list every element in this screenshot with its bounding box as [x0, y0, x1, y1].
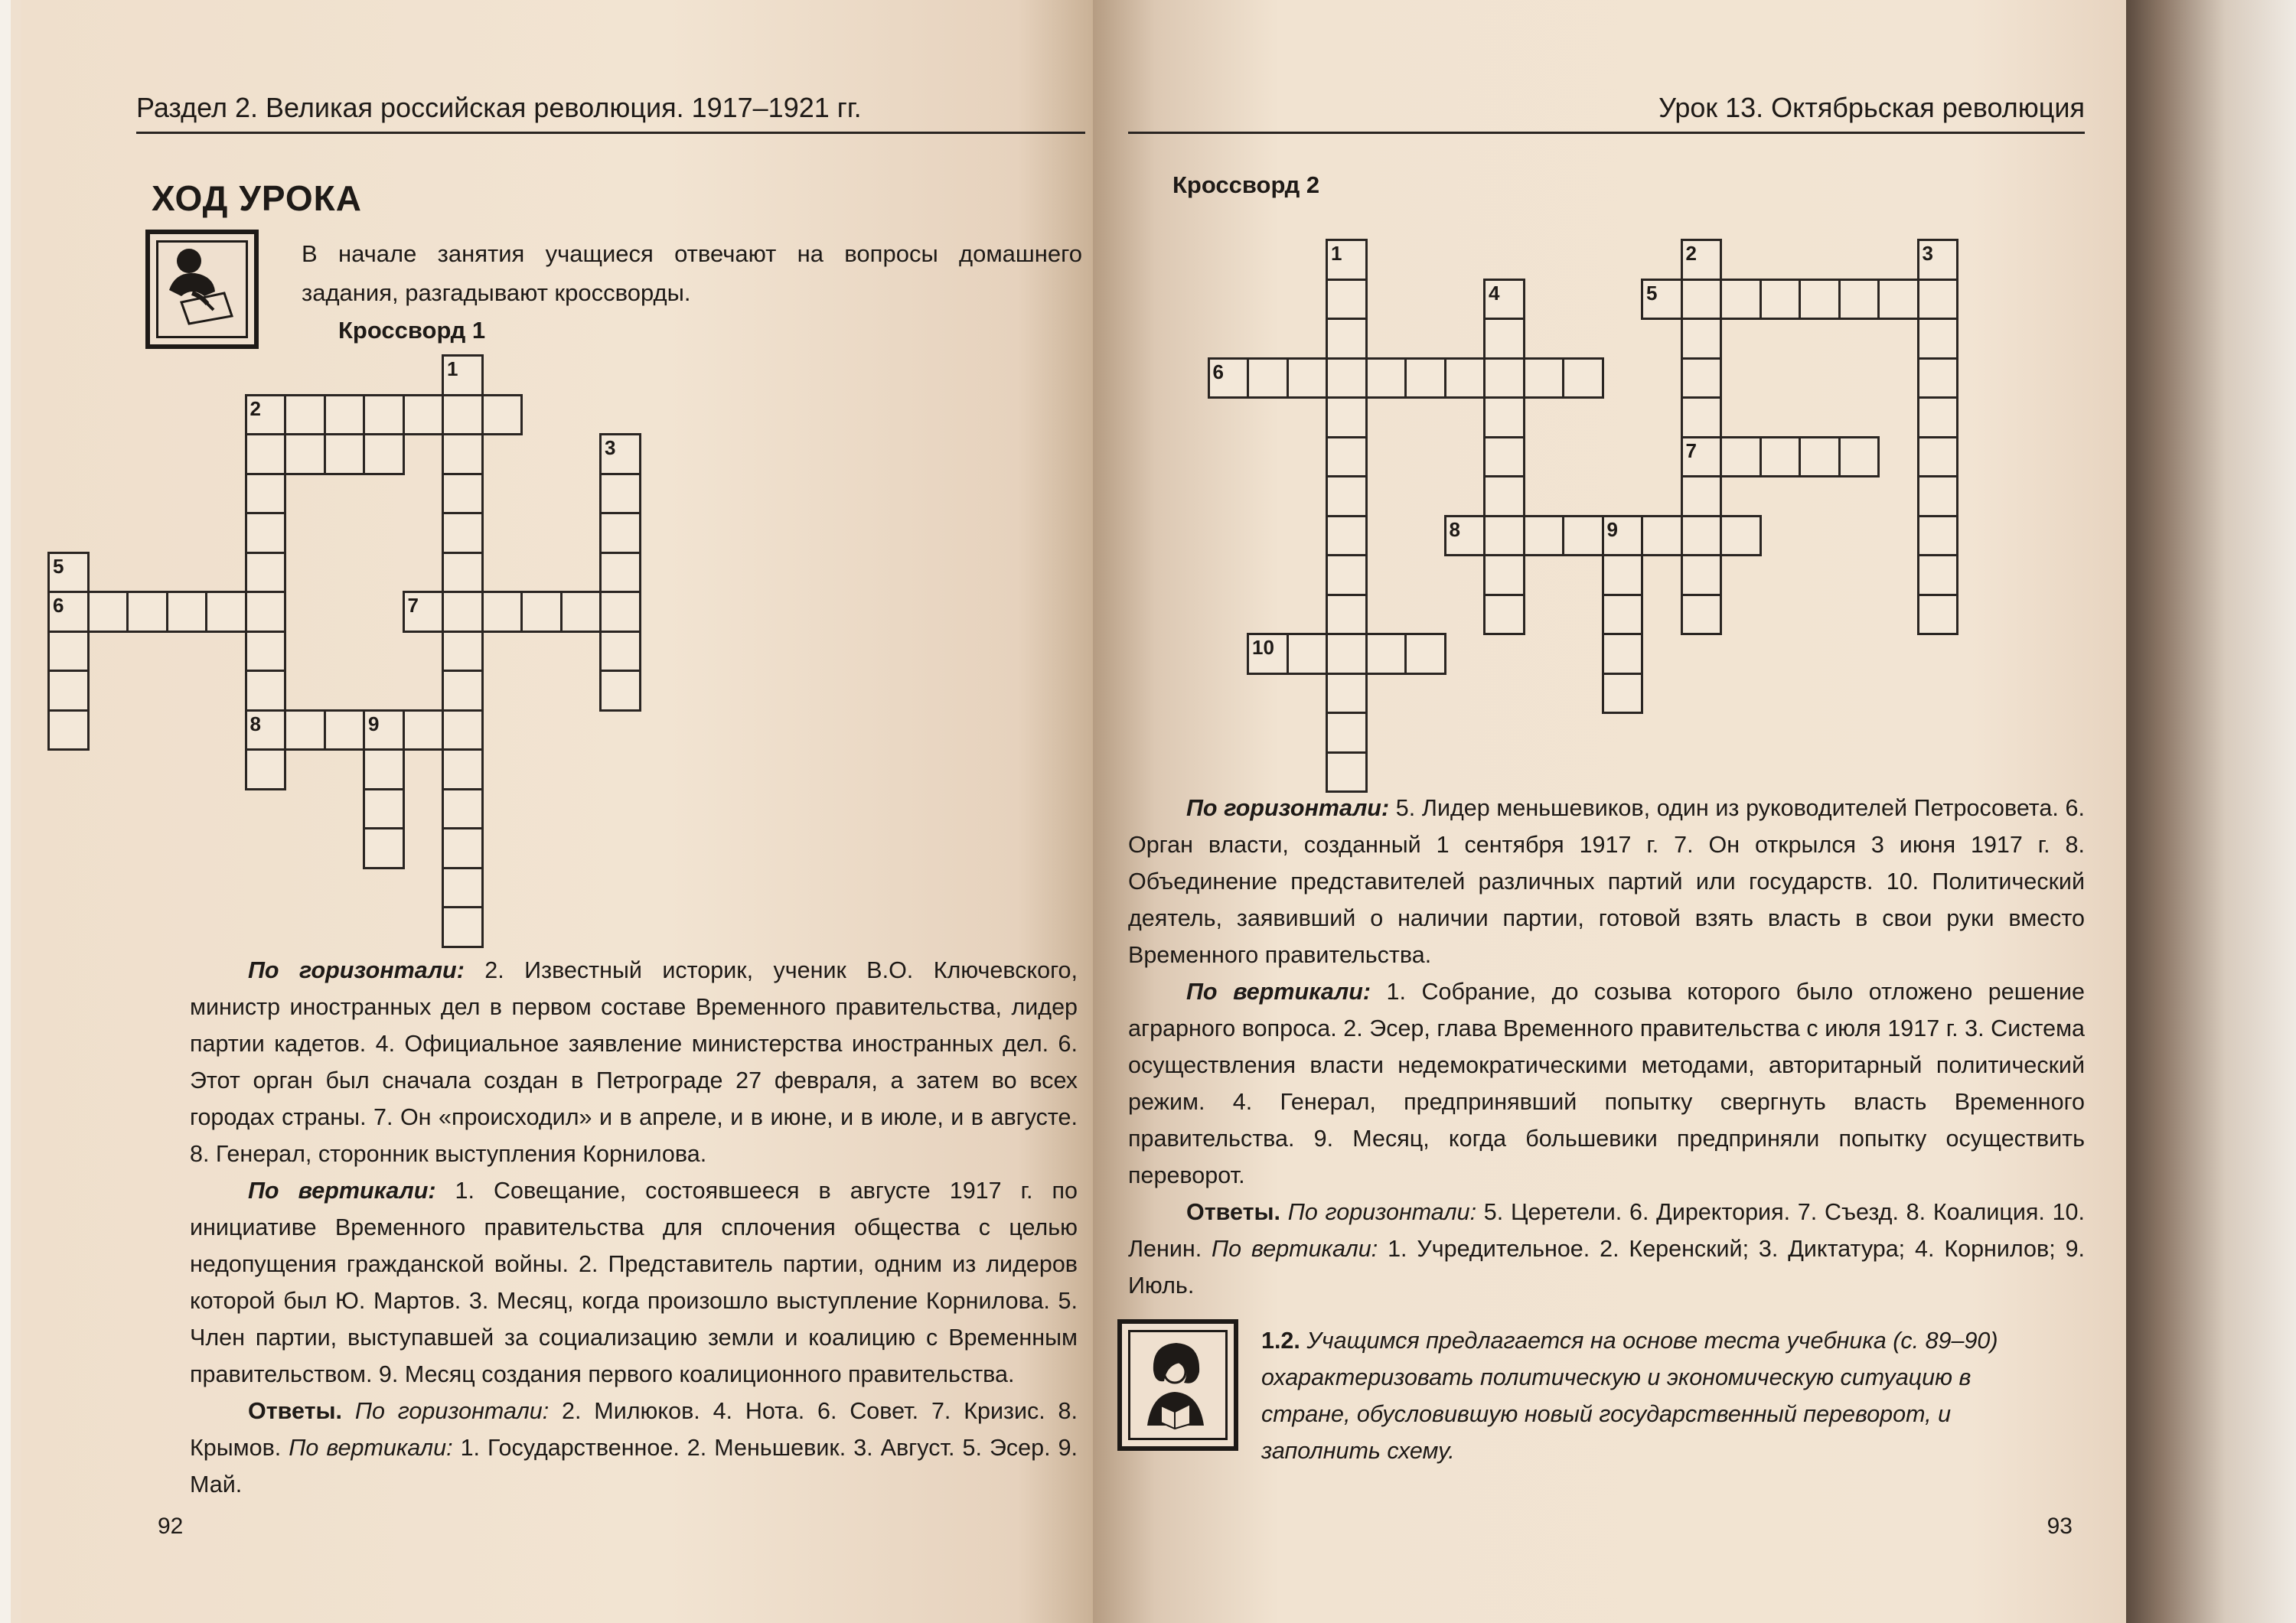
crossword-cell — [1602, 594, 1644, 636]
crossword-cell — [1838, 436, 1880, 478]
crossword-cell — [245, 552, 287, 594]
crossword-cell — [324, 433, 366, 475]
down-label: По вертикали: — [248, 1178, 436, 1204]
crossword-cell — [1720, 436, 1762, 478]
task-text: Учащимся предлагается на основе теста учебника (с. 89–90) охарактеризовать политическую и экономическую ситуацию в стране, обусловившую новый государственный переворот, и заполнить схему. — [1261, 1328, 1998, 1464]
crossword-cell — [1602, 633, 1644, 675]
crossword-cell — [442, 748, 484, 790]
crossword-cell — [166, 591, 208, 633]
down-clues: 1. Собрание, до созыва которого было отложено решение аграрного вопроса. 2. Эсер, глава Временного правительства с июля 1917 г. 3. Система осуществления власти недемократическими методами, авторитарный политический режим. 4. Генерал, предпринявший попытку свергнуть власть Временного правительства. 9. Месяц, когда большевики предприняли попытку осуществить переворот. — [1128, 979, 2085, 1188]
crossword-cell — [1917, 318, 1959, 360]
answers-across: 2. Милюков. 4. Нота. 6. Совет. 7. Кризис. 8. Крымов. — [190, 1398, 1078, 1461]
crossword-cell — [442, 906, 484, 948]
answers-label: Ответы. — [248, 1398, 343, 1424]
crossword-1-clues — [190, 952, 1078, 1503]
crossword-2-title: Кроссворд 2 — [1172, 171, 1320, 198]
down-label: По вертикали: — [1186, 979, 1371, 1005]
right-page-number: 93 — [2047, 1514, 2073, 1539]
crossword-cell — [1720, 279, 1762, 321]
crossword-cell — [520, 591, 563, 633]
crossword-cell — [1917, 475, 1959, 517]
across-label: По горизонтали: — [248, 957, 465, 983]
crossword-cell — [1681, 515, 1723, 557]
crossword-cell — [284, 394, 326, 436]
clue-number: 2 — [1685, 242, 1697, 265]
crossword-cell — [1760, 279, 1802, 321]
clue-number: 4 — [1489, 281, 1500, 305]
crossword-cell — [442, 394, 484, 436]
crossword-cell — [245, 512, 287, 554]
clue-number: 2 — [249, 396, 261, 420]
crossword-cell — [442, 670, 484, 712]
pupil-reading-icon — [1117, 1319, 1238, 1451]
crossword-cell — [1483, 436, 1525, 478]
crossword-cell — [1326, 594, 1368, 636]
clue-number: 8 — [1449, 517, 1460, 541]
crossword-cell — [403, 394, 445, 436]
crossword-cell — [126, 591, 168, 633]
crossword-cell — [1877, 279, 1919, 321]
crossword-cell — [442, 552, 484, 594]
crossword-cell — [245, 631, 287, 673]
crossword-2-clues — [1128, 790, 2085, 1304]
crossword-cell — [245, 670, 287, 712]
crossword-cell — [1326, 515, 1368, 557]
crossword-cell — [1483, 396, 1525, 438]
crossword-cell — [442, 867, 484, 909]
crossword-cell — [1523, 357, 1565, 399]
crossword-cell — [1681, 357, 1723, 399]
crossword-cell — [1562, 357, 1604, 399]
book-page-edges — [2126, 0, 2296, 1623]
crossword-cell — [1326, 673, 1368, 715]
across-clues: 2. Известный историк, ученик В.О. Ключевского, министр иностранных дел в первом составе Временного правительства, лидер партии кадетов. 4. Официальное заявление министерства иностранных дел. 6. Этот орган был сначала создан в Петрограде 27 февраля, а затем во всех городах страны. 7. Он «происходил» и в апреле, и в июне, и в июле, и в августе. 8. Генерал, сторонник выступления Корнилова. — [190, 957, 1078, 1167]
answers-label: Ответы. — [1186, 1199, 1281, 1225]
crossword-1-title: Кроссворд 1 — [338, 317, 486, 344]
crossword-cell — [1917, 515, 1959, 557]
crossword-cell — [363, 827, 405, 869]
clue-number: 3 — [605, 436, 616, 459]
clue-number: 5 — [1646, 281, 1658, 305]
crossword-cell — [1287, 633, 1329, 675]
crossword-cell — [1917, 436, 1959, 478]
down-clues: 1. Совещание, состоявшееся в августе 1917 г. по инициативе Временного правительства для сплочения общества с целью недопущения гражданской войны. 2. Представитель партии, одним из лидеров которой был Ю. Мартов. 3. Месяц, когда произошло выступление Корнилова. 5. Член партии, выступавшей за социализацию земли и коалицию с Временным правительством. 9. Месяц создания первого коалиционного правительства. — [190, 1178, 1078, 1387]
clue-number: 6 — [1212, 360, 1224, 383]
crossword-cell — [1483, 318, 1525, 360]
crossword-cell — [1326, 357, 1368, 399]
crossword-cell — [1917, 554, 1959, 596]
crossword-cell — [1326, 396, 1368, 438]
crossword-cell — [1760, 436, 1802, 478]
crossword-cell — [245, 591, 287, 633]
crossword-cell — [481, 591, 523, 633]
left-page-number: 92 — [158, 1514, 184, 1539]
crossword-cell — [442, 631, 484, 673]
crossword-cell — [1681, 554, 1723, 596]
clue-number: 8 — [249, 712, 261, 735]
crossword-cell — [1326, 712, 1368, 754]
crossword-cell — [363, 433, 405, 475]
clue-number: 7 — [407, 594, 419, 617]
pupil-writing-icon — [145, 230, 259, 349]
answers-across-label: По горизонтали: — [1280, 1199, 1477, 1225]
crossword-cell — [1326, 554, 1368, 596]
crossword-cell — [324, 709, 366, 751]
crossword-cell — [1326, 318, 1368, 360]
crossword-cell — [1483, 475, 1525, 517]
crossword-cell — [599, 631, 641, 673]
crossword-cell — [47, 709, 90, 751]
crossword-cell — [1247, 357, 1289, 399]
left-page — [21, 0, 1093, 1623]
clue-number: 7 — [1685, 438, 1697, 462]
crossword-cell — [1917, 594, 1959, 636]
crossword-cell — [1602, 673, 1644, 715]
crossword-cell — [442, 788, 484, 830]
crossword-cell — [1838, 279, 1880, 321]
crossword-cell — [560, 591, 602, 633]
crossword-cell — [1917, 396, 1959, 438]
crossword-cell — [1365, 633, 1407, 675]
crossword-cell — [284, 709, 326, 751]
clue-number: 10 — [1252, 636, 1274, 659]
answers-down-label: По вертикали: — [281, 1435, 453, 1461]
right-head-rule — [1128, 132, 2085, 134]
crossword-cell — [1917, 357, 1959, 399]
clue-number: 1 — [1331, 242, 1342, 265]
crossword-cell — [1681, 318, 1723, 360]
crossword-cell — [1287, 357, 1329, 399]
crossword-cell — [1483, 594, 1525, 636]
lesson-heading: ХОД УРОКА — [152, 178, 362, 218]
crossword-cell — [47, 631, 90, 673]
answers-across-label: По горизонтали: — [342, 1398, 550, 1424]
crossword-cell — [1483, 515, 1525, 557]
crossword-cell — [47, 670, 90, 712]
crossword-cell — [1404, 357, 1446, 399]
answers-down: 1. Государственное. 2. Меньшевик. 3. Август. 5. Эсер. 9. Май. — [190, 1435, 1078, 1498]
crossword-cell — [205, 591, 247, 633]
crossword-cell — [599, 670, 641, 712]
intro-text: В начале занятия учащиеся отвечают на вопросы домашнего задания, разгадывают кроссворды. — [302, 240, 1082, 306]
crossword-cell — [1641, 515, 1683, 557]
across-label: По горизонтали: — [1186, 795, 1390, 821]
crossword-cell — [442, 591, 484, 633]
crossword-cell — [1523, 515, 1565, 557]
crossword-cell — [1326, 633, 1368, 675]
crossword-cell — [599, 512, 641, 554]
crossword-cell — [442, 473, 484, 515]
crossword-cell — [284, 433, 326, 475]
crossword-cell — [1326, 436, 1368, 478]
clue-number: 3 — [1922, 242, 1933, 265]
crossword-cell — [324, 394, 366, 436]
crossword-cell — [1444, 357, 1486, 399]
crossword-cell — [363, 788, 405, 830]
task-note — [1261, 1322, 2042, 1469]
crossword-cell — [1799, 436, 1841, 478]
left-running-head: Раздел 2. Великая российская революция. 1917–1921 гг. — [136, 92, 862, 123]
crossword-cell — [87, 591, 129, 633]
across-clues: 5. Лидер меньшевиков, один из руководителей Петросовета. 6. Орган власти, созданный 1 сентября 1917 г. 7. Он открылся 3 июня 1917 г. 8. Объединение представителей различных партий или государств. 10. Политический деятель, заявивший о наличии партии, готовой взять власть в свои руки вместо Временного правительства. — [1128, 795, 2085, 968]
answers-down-label: По вертикали: — [1202, 1236, 1378, 1262]
clue-number: 5 — [53, 554, 64, 578]
crossword-cell — [1602, 554, 1644, 596]
crossword-cell — [1681, 594, 1723, 636]
crossword-cell — [245, 433, 287, 475]
crossword-cell — [403, 709, 445, 751]
clue-number: 9 — [1606, 517, 1618, 541]
crossword-cell — [442, 512, 484, 554]
crossword-cell — [363, 748, 405, 790]
crossword-cell — [1483, 357, 1525, 399]
answers-down: 1. Учредительное. 2. Керенский; 3. Диктатура; 4. Корнилов; 9. Июль. — [1128, 1236, 2085, 1299]
crossword-cell — [363, 394, 405, 436]
left-head-rule — [136, 132, 1085, 134]
crossword-cell — [1404, 633, 1446, 675]
crossword-cell — [599, 552, 641, 594]
clue-number: 6 — [53, 594, 64, 617]
crossword-cell — [1326, 279, 1368, 321]
crossword-cell — [1326, 751, 1368, 794]
crossword-cell — [1681, 475, 1723, 517]
right-running-head: Урок 13. Октябрьская революция — [1658, 92, 2085, 123]
answers-across: 5. Церетели. 6. Директория. 7. Съезд. 8. Коалиция. 10. Ленин. — [1128, 1199, 2085, 1262]
crossword-cell — [442, 827, 484, 869]
crossword-cell — [442, 709, 484, 751]
crossword-cell — [245, 473, 287, 515]
clue-number: 9 — [368, 712, 380, 735]
crossword-cell — [1365, 357, 1407, 399]
crossword-cell — [245, 748, 287, 790]
crossword-cell — [1720, 515, 1762, 557]
crossword-cell — [1681, 396, 1723, 438]
crossword-cell — [599, 591, 641, 633]
crossword-cell — [1326, 475, 1368, 517]
crossword-cell — [1681, 279, 1723, 321]
crossword-cell — [1917, 279, 1959, 321]
crossword-cell — [481, 394, 523, 436]
crossword-cell — [1799, 279, 1841, 321]
crossword-cell — [599, 473, 641, 515]
task-number: 1.2. — [1261, 1328, 1300, 1354]
clue-number: 1 — [447, 357, 458, 380]
crossword-cell — [442, 433, 484, 475]
crossword-cell — [1562, 515, 1604, 557]
crossword-cell — [1483, 554, 1525, 596]
